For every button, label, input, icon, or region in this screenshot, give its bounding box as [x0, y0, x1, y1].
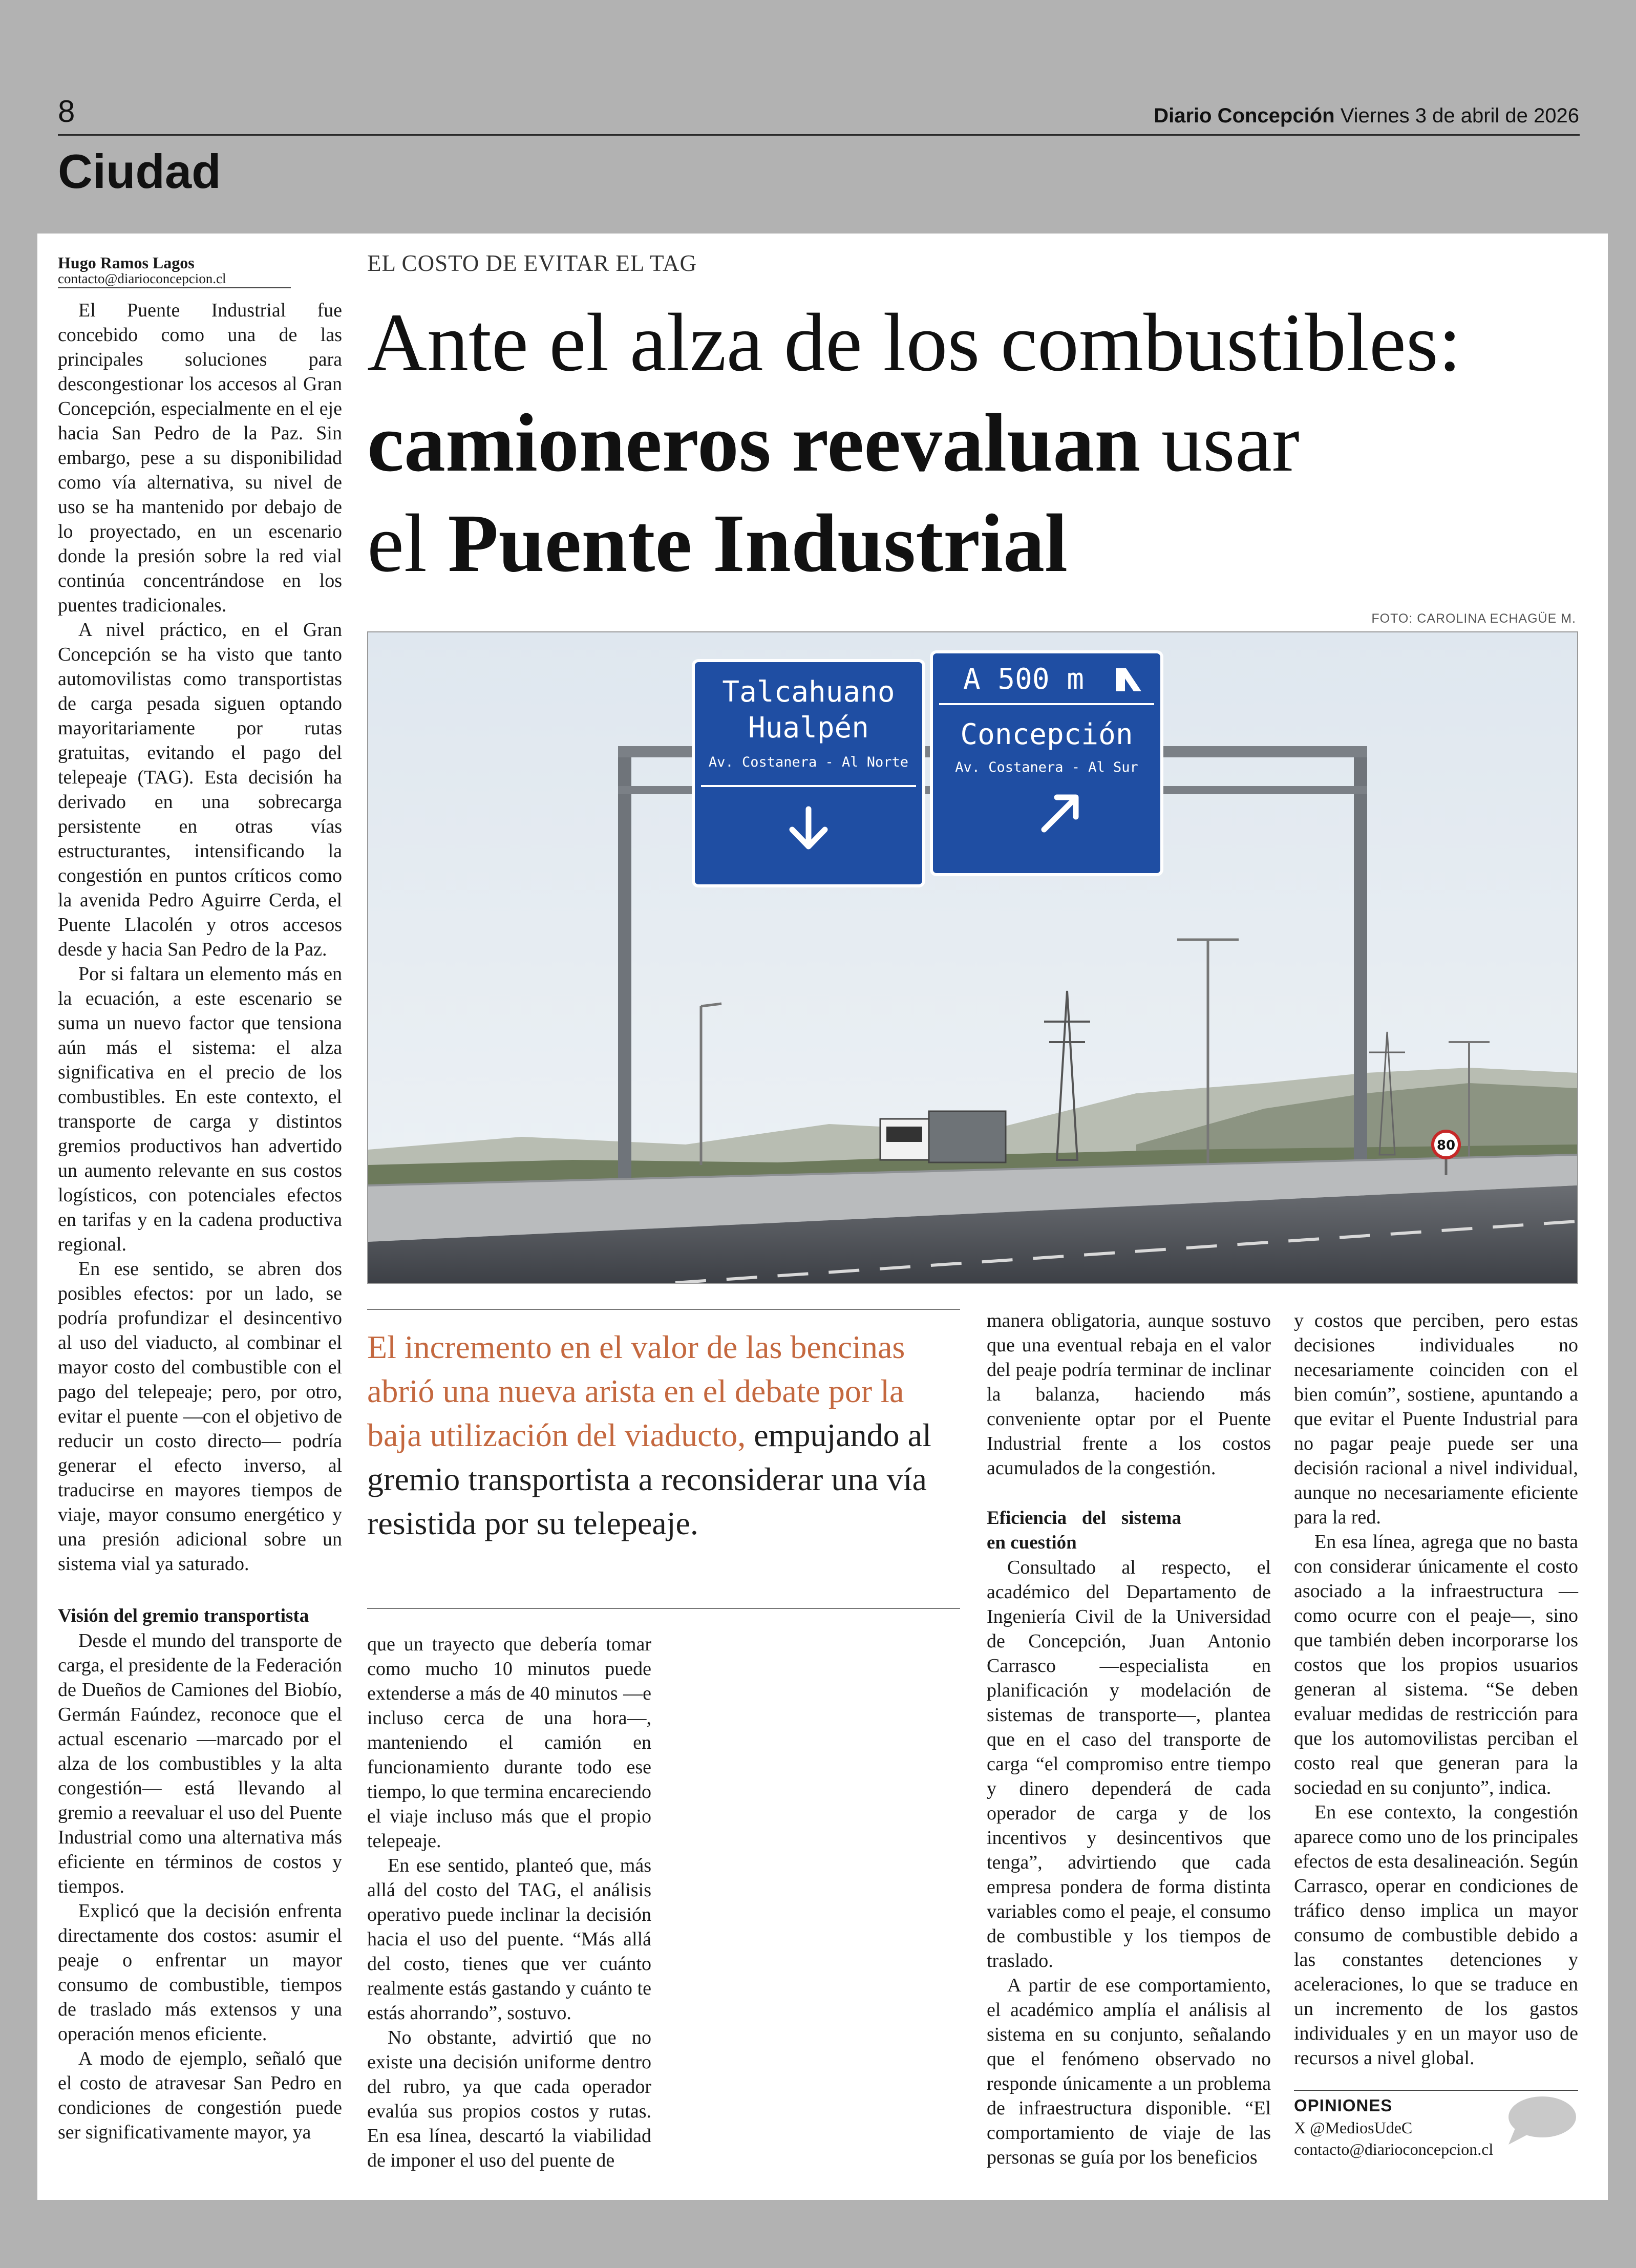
article-column-1 [58, 298, 342, 1576]
sign-right-line-1: A 500 m [963, 663, 1085, 696]
gantry-post-left [618, 750, 631, 1211]
paragraph: Por si faltara un elemento más en la ecuación, a este escenario se suma un nuevo factor que tensiona aún más el sistema: el alza significativa en el precio de los combustibles. En este contexto, el transporte de carga y distintos gremios productivos han advertido un aumento relevante en sus costos logísticos, con potenciales efectos en tarifas y en la cadena productiva regional. [58, 963, 342, 1255]
highway-photo-illustration [368, 632, 1577, 1283]
sign-left-line-1: Talcahuano [722, 675, 895, 709]
sign-right-line-2: Concepción [960, 718, 1133, 751]
paper-name: Diario Concepción [1154, 104, 1335, 127]
paragraph: A modo de ejemplo, señaló que el costo de atravesar San Pedro en condiciones de congestión puede ser significativamente mayor, ya [58, 2048, 342, 2143]
pull-quote [367, 1325, 960, 1545]
paragraph: Desde el mundo del transporte de carga, el presidente de la Federación de Dueños de Camiones del Biobío, Germán Faúndez, reconoce que el actual escenario —marcado por el alza de los combustibles y la alta congestión— está llevando al gremio a reevaluar el uso del Puente Industrial como una alternativa más eficiente en términos de costos y tiempos. [58, 1630, 342, 1897]
paragraph: En ese sentido, se abren dos posibles efectos: por un lado, se podría profundizar el desincentivo al uso del viaducto, al combinar el mayor costo del combustible con el pago del telepeaje; pero, por otro, evitar el puente —con el objetivo de reducir un costo directo— podría generar el efecto inverso, al traducirse en mayores tiempos de viaje, mayor consumo energético y una presión adicional sobre un sistema vial ya saturado. [58, 1258, 342, 1575]
kicker: EL COSTO DE EVITAR EL TAG [367, 250, 697, 276]
headline-bold-2: Puente Industrial [448, 498, 1068, 589]
headline-line-2-rest: usar [1140, 397, 1300, 489]
masthead-rule [58, 134, 1580, 136]
chat-bubble-icon [1504, 2095, 1577, 2149]
section-title: Ciudad [58, 144, 221, 198]
opinions-title: OPINIONES [1294, 2096, 1393, 2115]
masthead [1154, 105, 1579, 126]
headline-bold-1: camioneros reevaluan [367, 397, 1141, 489]
pull-quote-accent: El incremento en el valor de las bencinas abrió una nueva arista en el debate por la baja utilización del viaducto, [367, 1329, 905, 1453]
gantry-post-right [1354, 748, 1367, 1209]
paragraph: En esa línea, agrega que no basta con considerar únicamente el costo asociado a la infraestructura —como ocurre con el peaje—, sino que también deben incorporarse los costos que los propios usuarios generan al sistema. “Se deben evaluar medidas de restricción para que los automovilistas perciban el costo real que generan para la sociedad en su conjunto”, indica. [1294, 1531, 1578, 1798]
paragraph: En ese contexto, la congestión aparece como uno de los principales efectos de esta desalineación. Según Carrasco, operar en condiciones de tráfico denso implica un mayor consumo de combustible debido a las constantes detenciones y aceleraciones, lo que se traduce en un incremento de los gastos individuales y en un mayor uso de recursos a nivel global. [1294, 1801, 1578, 2069]
article-column-4 [1294, 1308, 1578, 2070]
issue-date: Viernes 3 de abril de 2026 [1340, 104, 1579, 127]
opinions-email[interactable]: contacto@diarioconcepcion.cl [1294, 2140, 1494, 2158]
sign-left-line-2: Hualpén [748, 711, 869, 745]
headline [367, 293, 1586, 594]
opinions-x-handle[interactable]: X @MediosUdeC [1294, 2118, 1413, 2137]
paragraph: y costos que perciben, pero estas decisiones individuales no necesariamente coinciden con el bien común”, sostiene, apuntando a que evitar el Puente Industrial para no pagar peaje puede ser una decisión racional a nivel individual, aunque no necesariamente eficiente para la red. [1294, 1310, 1578, 1528]
subheading: Visión del gremio transportista [58, 1605, 309, 1626]
article-column-2 [367, 1632, 651, 2173]
sign-right-line-3: Av. Costanera - Al Sur [955, 759, 1138, 775]
truck-trailer [929, 1111, 1006, 1162]
byline-author: Hugo Ramos Lagos [58, 253, 195, 272]
subheading: Eficiencia del sistema en cuestión [987, 1508, 1181, 1553]
article-photo [367, 631, 1578, 1284]
sign-left-line-3: Av. Costanera - Al Norte [708, 754, 909, 770]
headline-line-1: Ante el alza de los combustibles: [367, 297, 1461, 389]
speed-limit-value: 80 [1436, 1138, 1456, 1153]
paragraph: No obstante, advirtió que no existe una decisión uniforme dentro del rubro, ya que cada operador evalúa sus propios costos y rutas. En esa línea, descartó la viabilidad de imponer el uso del puente de [367, 2027, 651, 2171]
photo-credit: FOTO: CAROLINA ECHAGÜE M. [1371, 611, 1576, 626]
pull-quote-rule-bottom [367, 1608, 960, 1609]
paragraph: Explicó que la decisión enfrenta directamente dos costos: asumir el peaje o enfrentar un mayor consumo de combustible, tiempos de traslado más extensos y una operación menos eficiente. [58, 1900, 342, 2045]
paragraph: El Puente Industrial fue concebido como una de las principales soluciones para descongestionar los accesos al Gran Concepción, especialmente en el eje hacia San Pedro de la Paz. Sin embargo, pese a su disponibilidad como vía alternativa, su nivel de uso se ha mantenido por debajo de lo proyectado, en un escenario donde la presión sobre la red vial continúa concentrándose en los puentes tradicionales. [58, 300, 342, 616]
byline-rule [58, 287, 291, 288]
paragraph: A nivel práctico, en el Gran Concepción se ha visto que tanto automovilistas como transportistas de carga pesada siguen optando mayoritariamente por rutas gratuitas, evitando el pago del telepeaje (TAG). Esta decisión ha derivado en una sobrecarga persistente en otras vías estructurantes, intensificando la congestión en puntos críticos como la avenida Pedro Aguirre Cerda, el Puente Llacolén y otros accesos desde y hacia San Pedro de la Paz. [58, 619, 342, 960]
paragraph: En ese sentido, planteó que, más allá del costo del TAG, el análisis operativo puede inclinar la decisión hacia el uso del puente. “Más allá del costo, tienes que ver cuánto realmente estás gastando y cuánto te estás ahorrando”, sostuvo. [367, 1855, 651, 2024]
pull-quote-rest: empujando al gremio transportista a reconsiderar una vía resistida por su telepeaje. [367, 1417, 931, 1541]
truck-windshield [886, 1127, 922, 1142]
headline-line-3-pre: el [367, 498, 448, 589]
paragraph: Consultado al respecto, el académico del Departamento de Ingeniería Civil de la Universidad de Concepción, Juan Antonio Carrasco —especialista en planificación y modelación de sistemas de transporte—, plantea que en el caso del transporte de carga “el compromiso entre tiempo y dinero dependerá de cada operador de carga y de los incentivos y desincentivos que tenga”, advirtiendo que cada empresa pondera de forma distinta variables como el peaje, el consumo de combustible y los tiempos de traslado. [987, 1557, 1271, 1972]
paragraph: A partir de ese comportamiento, el académico amplía el análisis al sistema en su conjunto, señalando que el fenómeno observado no responde únicamente a un problema de infraestructura disponible. “El comportamiento de viaje de las personas se guía por los beneficios [987, 1975, 1271, 2168]
article-column-3 [987, 1308, 1271, 2170]
opinions-rule [1294, 2090, 1578, 2091]
pull-quote-rule-top [367, 1309, 960, 1310]
page-number: 8 [58, 94, 75, 129]
paragraph: que un trayecto que debería tomar como mucho 10 minutos puede extenderse a más de 40 minutos —e incluso cerca de una hora—, manteniendo el camión en funcionamiento durante todo ese tiempo, lo que termina encareciendo el viaje incluso más que el propio telepeaje. [367, 1634, 651, 1852]
article-column-1-lower [58, 1604, 342, 2145]
paragraph: manera obligatoria, aunque sostuvo que una eventual rebaja en el valor del peaje podría terminar de inclinar la balanza, haciendo más conveniente optar por el Puente Industrial frente a los costos acumulados de la congestión. [987, 1310, 1271, 1479]
byline-email: contacto@diarioconcepcion.cl [58, 271, 226, 286]
